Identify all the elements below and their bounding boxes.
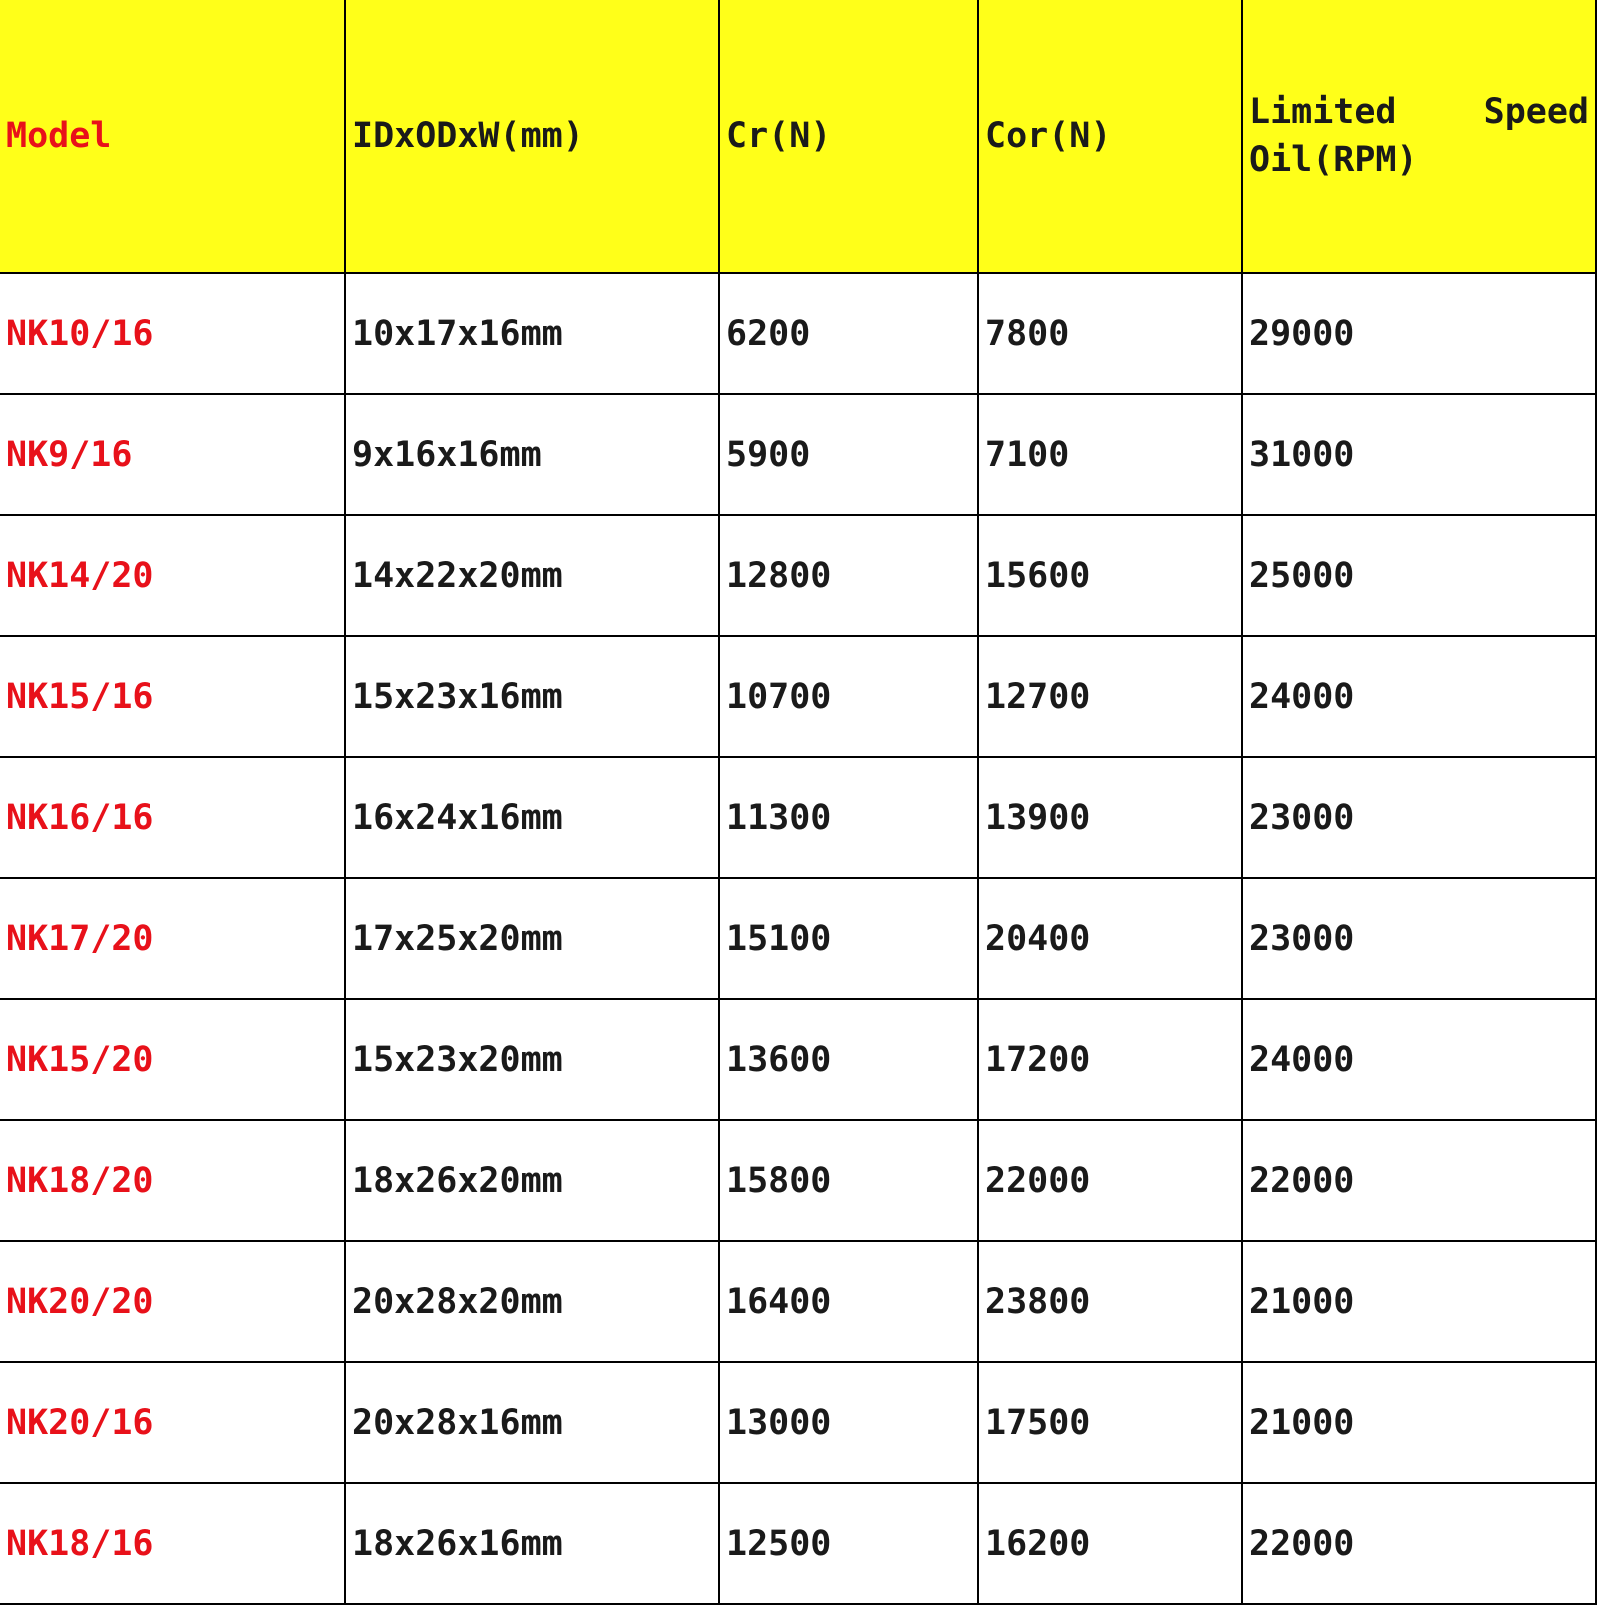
cell-limited-speed: 31000 — [1242, 394, 1596, 515]
cell-model: NK15/16 — [0, 636, 345, 757]
cell-model: NK18/20 — [0, 1120, 345, 1241]
cell-cor: 17500 — [978, 1362, 1242, 1483]
cell-model: NK18/16 — [0, 1483, 345, 1604]
cell-dimensions: 16x24x16mm — [345, 757, 719, 878]
table-row — [0, 1483, 1596, 1604]
table-row — [0, 1362, 1596, 1483]
cell-limited-speed: 24000 — [1242, 999, 1596, 1120]
cell-limited-speed: 23000 — [1242, 757, 1596, 878]
cell-cr: 5900 — [719, 394, 978, 515]
table-body — [0, 273, 1596, 1604]
cell-limited-speed: 23000 — [1242, 878, 1596, 999]
cell-cor: 20400 — [978, 878, 1242, 999]
header-dimensions: IDxODxW(mm) — [345, 0, 719, 273]
cell-cr: 13000 — [719, 1362, 978, 1483]
header-cor: Cor(N) — [978, 0, 1242, 273]
cell-model: NK9/16 — [0, 394, 345, 515]
cell-limited-speed: 21000 — [1242, 1362, 1596, 1483]
cell-model: NK20/16 — [0, 1362, 345, 1483]
table-row — [0, 1241, 1596, 1362]
cell-cor: 22000 — [978, 1120, 1242, 1241]
table-row — [0, 878, 1596, 999]
cell-model: NK17/20 — [0, 878, 345, 999]
table-row — [0, 1120, 1596, 1241]
cell-cr: 12800 — [719, 515, 978, 636]
cell-limited-speed: 22000 — [1242, 1120, 1596, 1241]
cell-cr: 15800 — [719, 1120, 978, 1241]
cell-dimensions: 18x26x16mm — [345, 1483, 719, 1604]
cell-cor: 23800 — [978, 1241, 1242, 1362]
header-cr: Cr(N) — [719, 0, 978, 273]
table-row — [0, 999, 1596, 1120]
cell-model: NK16/16 — [0, 757, 345, 878]
cell-model: NK10/16 — [0, 273, 345, 394]
cell-dimensions: 15x23x16mm — [345, 636, 719, 757]
cell-dimensions: 15x23x20mm — [345, 999, 719, 1120]
cell-cor: 7100 — [978, 394, 1242, 515]
cell-dimensions: 14x22x20mm — [345, 515, 719, 636]
cell-cor: 12700 — [978, 636, 1242, 757]
cell-limited-speed: 29000 — [1242, 273, 1596, 394]
cell-cr: 15100 — [719, 878, 978, 999]
cell-cor: 16200 — [978, 1483, 1242, 1604]
cell-cr: 12500 — [719, 1483, 978, 1604]
cell-cor: 17200 — [978, 999, 1242, 1120]
table-header — [0, 0, 1596, 273]
table-row — [0, 273, 1596, 394]
cell-limited-speed: 24000 — [1242, 636, 1596, 757]
cell-cor: 13900 — [978, 757, 1242, 878]
table-row — [0, 515, 1596, 636]
cell-limited-speed: 21000 — [1242, 1241, 1596, 1362]
header-model: Model — [0, 0, 345, 273]
table-row — [0, 394, 1596, 515]
cell-dimensions: 9x16x16mm — [345, 394, 719, 515]
cell-cr: 16400 — [719, 1241, 978, 1362]
cell-model: NK20/20 — [0, 1241, 345, 1362]
cell-dimensions: 17x25x20mm — [345, 878, 719, 999]
table-row — [0, 757, 1596, 878]
cell-dimensions: 20x28x16mm — [345, 1362, 719, 1483]
cell-model: NK14/20 — [0, 515, 345, 636]
cell-cr: 10700 — [719, 636, 978, 757]
header-row — [0, 0, 1596, 273]
cell-model: NK15/20 — [0, 999, 345, 1120]
cell-dimensions: 10x17x16mm — [345, 273, 719, 394]
cell-limited-speed: 22000 — [1242, 1483, 1596, 1604]
cell-cor: 15600 — [978, 515, 1242, 636]
cell-dimensions: 20x28x20mm — [345, 1241, 719, 1362]
cell-cr: 13600 — [719, 999, 978, 1120]
table-row — [0, 636, 1596, 757]
cell-cr: 11300 — [719, 757, 978, 878]
cell-limited-speed: 25000 — [1242, 515, 1596, 636]
cell-cor: 7800 — [978, 273, 1242, 394]
cell-dimensions: 18x26x20mm — [345, 1120, 719, 1241]
cell-cr: 6200 — [719, 273, 978, 394]
header-limited-speed: Limited Speed Oil(RPM) — [1242, 0, 1596, 273]
